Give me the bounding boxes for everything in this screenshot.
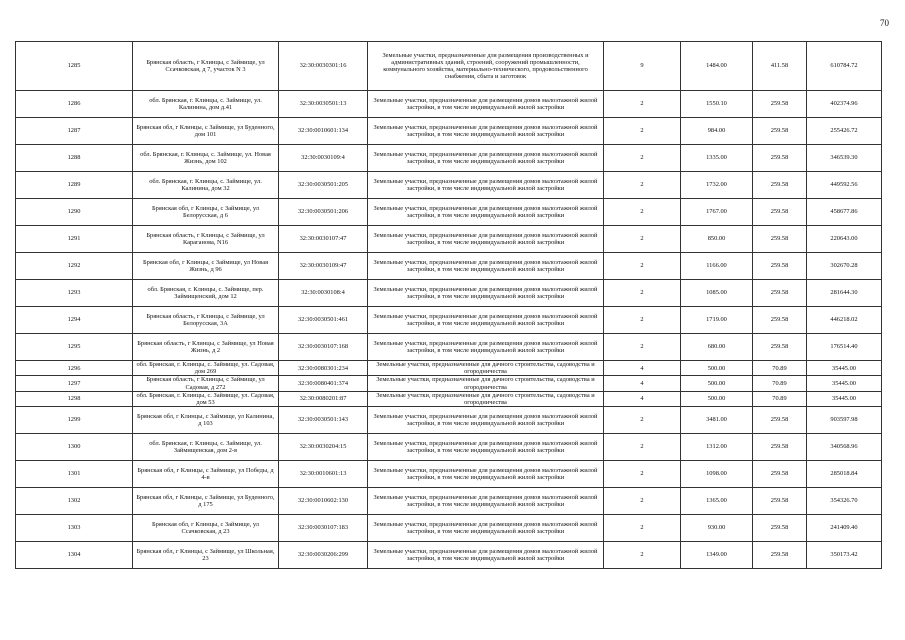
specific-value-cell: 259.58: [753, 307, 807, 334]
cadastral-value-table: [15, 41, 882, 569]
cadastral-value-cell: 241409.40: [807, 515, 882, 542]
cadastral-value-cell: 350173.42: [807, 542, 882, 569]
land-use-cell: Земельные участки, предназначенные для размещения домов малоэтажной жилой застройки, в том числе индивидуальной жилой застройки: [368, 280, 604, 307]
area-cell: 500.00: [681, 376, 753, 391]
group-cell: 4: [604, 376, 681, 391]
address-cell: Брянская область, г Клинцы, с Займище, ул Белорусская, 3А: [133, 307, 279, 334]
cadastral-number-cell: 32:30:0030108:4: [279, 280, 368, 307]
group-cell: 2: [604, 91, 681, 118]
cadastral-number-cell: 32:30:0030501:206: [279, 199, 368, 226]
table-row: [16, 42, 882, 91]
specific-value-cell: 259.58: [753, 226, 807, 253]
table-row: [16, 118, 882, 145]
area-cell: 500.00: [681, 391, 753, 406]
cadastral-value-cell: 285018.84: [807, 461, 882, 488]
cadastral-value-cell: 255426.72: [807, 118, 882, 145]
land-use-cell: Земельные участки, предназначенные для размещения домов малоэтажной жилой застройки, в том числе индивидуальной жилой застройки: [368, 145, 604, 172]
land-use-cell: Земельные участки, предназначенные для размещения домов малоэтажной жилой застройки, в том числе индивидуальной жилой застройки: [368, 542, 604, 569]
group-cell: 2: [604, 515, 681, 542]
table-row: [16, 145, 882, 172]
row-number: 1291: [16, 226, 133, 253]
cadastral-number-cell: 32:30:0030501:143: [279, 407, 368, 434]
area-cell: 1550.10: [681, 91, 753, 118]
specific-value-cell: 259.58: [753, 407, 807, 434]
land-use-cell: Земельные участки, предназначенные для дачного строительства, садоводства и огородничества: [368, 391, 604, 406]
row-number: 1296: [16, 361, 133, 376]
group-cell: 9: [604, 42, 681, 91]
group-cell: 2: [604, 334, 681, 361]
group-cell: 2: [604, 461, 681, 488]
address-cell: Брянская обл, г Клинцы, с Займище, ул Калинина, д 103: [133, 407, 279, 434]
specific-value-cell: 259.58: [753, 515, 807, 542]
area-cell: 930.00: [681, 515, 753, 542]
area-cell: 1767.00: [681, 199, 753, 226]
area-cell: 1098.00: [681, 461, 753, 488]
cadastral-number-cell: 32:30:0030206:299: [279, 542, 368, 569]
row-number: 1290: [16, 199, 133, 226]
address-cell: Брянская обл, г Клинцы, с Займище, ул Новая Жизнь, д 96: [133, 253, 279, 280]
row-number: 1285: [16, 42, 133, 91]
row-number: 1302: [16, 488, 133, 515]
address-cell: Брянская обл, г Клинцы, с Займище, ул Победы, д 4-в: [133, 461, 279, 488]
cadastral-number-cell: 32:30:0010602:130: [279, 488, 368, 515]
group-cell: 2: [604, 542, 681, 569]
address-cell: обл. Брянская, г. Клинцы, с. Займище, пер. Займищенский, дом 12: [133, 280, 279, 307]
table-row: [16, 334, 882, 361]
specific-value-cell: 259.58: [753, 280, 807, 307]
address-cell: Брянская обл, г Клинцы, с Займище, ул Буденного, дом 101: [133, 118, 279, 145]
area-cell: 1335.00: [681, 145, 753, 172]
land-use-cell: Земельные участки, предназначенные для размещения домов малоэтажной жилой застройки, в том числе индивидуальной жилой застройки: [368, 461, 604, 488]
group-cell: 2: [604, 145, 681, 172]
cadastral-number-cell: 32:30:0080401:374: [279, 376, 368, 391]
land-use-cell: Земельные участки, предназначенные для размещения домов малоэтажной жилой застройки, в том числе индивидуальной жилой застройки: [368, 488, 604, 515]
specific-value-cell: 259.58: [753, 172, 807, 199]
row-number: 1301: [16, 461, 133, 488]
area-cell: 1365.00: [681, 488, 753, 515]
group-cell: 2: [604, 172, 681, 199]
group-cell: 4: [604, 361, 681, 376]
row-number: 1289: [16, 172, 133, 199]
area-cell: 1349.00: [681, 542, 753, 569]
specific-value-cell: 259.58: [753, 91, 807, 118]
land-use-cell: Земельные участки, предназначенные для размещения домов малоэтажной жилой застройки, в том числе индивидуальной жилой застройки: [368, 334, 604, 361]
table-row: [16, 226, 882, 253]
table-row: [16, 434, 882, 461]
row-number: 1298: [16, 391, 133, 406]
cadastral-number-cell: 32:30:0030109:47: [279, 253, 368, 280]
group-cell: 2: [604, 253, 681, 280]
row-number: 1304: [16, 542, 133, 569]
specific-value-cell: 70.89: [753, 376, 807, 391]
group-cell: 2: [604, 118, 681, 145]
cadastral-value-cell: 281644.30: [807, 280, 882, 307]
cadastral-number-cell: 32:30:0030107:168: [279, 334, 368, 361]
cadastral-value-cell: 35445.00: [807, 361, 882, 376]
cadastral-value-cell: 35445.00: [807, 391, 882, 406]
cadastral-number-cell: 32:30:0080301:234: [279, 361, 368, 376]
area-cell: 1312.00: [681, 434, 753, 461]
cadastral-value-cell: 449592.56: [807, 172, 882, 199]
cadastral-number-cell: 32:30:0010601:134: [279, 118, 368, 145]
specific-value-cell: 259.58: [753, 253, 807, 280]
specific-value-cell: 70.89: [753, 391, 807, 406]
table-row: [16, 391, 882, 406]
land-use-cell: Земельные участки, предназначенные для размещения домов малоэтажной жилой застройки, в том числе индивидуальной жилой застройки: [368, 118, 604, 145]
table-row: [16, 199, 882, 226]
page-number: 70: [880, 18, 889, 28]
table-row: [16, 361, 882, 376]
table-row: [16, 280, 882, 307]
area-cell: 850.00: [681, 226, 753, 253]
cadastral-number-cell: 32:30:0030109:4: [279, 145, 368, 172]
land-use-cell: Земельные участки, предназначенные для размещения домов малоэтажной жилой застройки, в том числе индивидуальной жилой застройки: [368, 307, 604, 334]
land-use-cell: Земельные участки, предназначенные для дачного строительства, садоводства и огородничества: [368, 376, 604, 391]
land-use-cell: Земельные участки, предназначенные для размещения домов малоэтажной жилой застройки, в том числе индивидуальной жилой застройки: [368, 199, 604, 226]
area-cell: 1085.00: [681, 280, 753, 307]
row-number: 1292: [16, 253, 133, 280]
group-cell: 2: [604, 199, 681, 226]
land-use-cell: Земельные участки, предназначенные для размещения домов малоэтажной жилой застройки, в том числе индивидуальной жилой застройки: [368, 172, 604, 199]
row-number: 1287: [16, 118, 133, 145]
address-cell: Брянская область, г Клинцы, с Займище, ул Караганова, N16: [133, 226, 279, 253]
group-cell: 2: [604, 488, 681, 515]
row-number: 1303: [16, 515, 133, 542]
address-cell: обл. Брянская, г. Клинцы, с. Займище, ул. Займищенская, дом 2-в: [133, 434, 279, 461]
cadastral-number-cell: 32:30:0030501:205: [279, 172, 368, 199]
area-cell: 984.00: [681, 118, 753, 145]
cadastral-number-cell: 32:30:0030301:16: [279, 42, 368, 91]
table-row: [16, 91, 882, 118]
table-row: [16, 307, 882, 334]
land-use-cell: Земельные участки, предназначенные для размещения домов малоэтажной жилой застройки, в том числе индивидуальной жилой застройки: [368, 253, 604, 280]
cadastral-value-cell: 903597.98: [807, 407, 882, 434]
area-cell: 1732.00: [681, 172, 753, 199]
land-use-cell: Земельные участки, предназначенные для размещения домов малоэтажной жилой застройки, в том числе индивидуальной жилой застройки: [368, 226, 604, 253]
cadastral-value-cell: 220643.00: [807, 226, 882, 253]
cadastral-value-cell: 458677.86: [807, 199, 882, 226]
row-number: 1293: [16, 280, 133, 307]
cadastral-number-cell: 32:30:0080201:87: [279, 391, 368, 406]
cadastral-value-cell: 35445.00: [807, 376, 882, 391]
specific-value-cell: 411.58: [753, 42, 807, 91]
table-row: [16, 542, 882, 569]
group-cell: 4: [604, 391, 681, 406]
row-number: 1294: [16, 307, 133, 334]
table-row: [16, 407, 882, 434]
area-cell: 1484.00: [681, 42, 753, 91]
land-use-cell: Земельные участки, предназначенные для дачного строительства, садоводства и огородничества: [368, 361, 604, 376]
cadastral-number-cell: 32:30:0030501:461: [279, 307, 368, 334]
group-cell: 2: [604, 226, 681, 253]
address-cell: Брянская обл, г Клинцы, с Займище, ул Белорусская, д 6: [133, 199, 279, 226]
area-cell: 500.00: [681, 361, 753, 376]
table-row: [16, 172, 882, 199]
cadastral-value-cell: 340568.96: [807, 434, 882, 461]
address-cell: Брянская обл, г Клинцы, с Займище, ул Ссачковская, д 23: [133, 515, 279, 542]
row-number: 1297: [16, 376, 133, 391]
cadastral-number-cell: 32:30:0030501:13: [279, 91, 368, 118]
address-cell: Брянская обл, г Клинцы, с Займище, ул Школьная, 23: [133, 542, 279, 569]
group-cell: 2: [604, 307, 681, 334]
table-row: [16, 488, 882, 515]
area-cell: 1166.00: [681, 253, 753, 280]
cadastral-value-cell: 446218.02: [807, 307, 882, 334]
address-cell: обл. Брянская, г. Клинцы, с. Займище, ул. Садовая, дом 53: [133, 391, 279, 406]
specific-value-cell: 259.58: [753, 145, 807, 172]
cadastral-value-cell: 610784.72: [807, 42, 882, 91]
cadastral-value-cell: 354326.70: [807, 488, 882, 515]
row-number: 1286: [16, 91, 133, 118]
cadastral-number-cell: 32:30:0030107:183: [279, 515, 368, 542]
address-cell: Брянская область, г Клинцы, с Займище, ул Садовая, д 272: [133, 376, 279, 391]
table-row: [16, 253, 882, 280]
specific-value-cell: 259.58: [753, 118, 807, 145]
land-use-cell: Земельные участки, предназначенные для размещения производственных и административных зданий, строений, сооружений промышленности, коммунального хозяйства, материально-технического, продовольственного снабжения, сбыта и заготовок: [368, 42, 604, 91]
group-cell: 2: [604, 407, 681, 434]
table-row: [16, 515, 882, 542]
cadastral-number-cell: 32:30:0030204:15: [279, 434, 368, 461]
cadastral-value-cell: 302670.28: [807, 253, 882, 280]
address-cell: обл. Брянская, г. Клинцы, с. Займище, ул. Садовая, дом 269: [133, 361, 279, 376]
row-number: 1295: [16, 334, 133, 361]
specific-value-cell: 259.58: [753, 334, 807, 361]
table-body: [16, 42, 882, 569]
group-cell: 2: [604, 280, 681, 307]
address-cell: Брянская область, г Клинцы, с Займище, ул Новая Жизнь, д 2: [133, 334, 279, 361]
table-row: [16, 461, 882, 488]
cadastral-value-cell: 402374.96: [807, 91, 882, 118]
specific-value-cell: 259.58: [753, 542, 807, 569]
specific-value-cell: 70.89: [753, 361, 807, 376]
area-cell: 1719.00: [681, 307, 753, 334]
group-cell: 2: [604, 434, 681, 461]
area-cell: 680.00: [681, 334, 753, 361]
specific-value-cell: 259.58: [753, 434, 807, 461]
row-number: 1288: [16, 145, 133, 172]
cadastral-value-cell: 346539.30: [807, 145, 882, 172]
address-cell: Брянская обл, г Клинцы, с Займище, ул Буденного, д 175: [133, 488, 279, 515]
row-number: 1300: [16, 434, 133, 461]
specific-value-cell: 259.58: [753, 488, 807, 515]
table-row: [16, 376, 882, 391]
address-cell: обл. Брянская, г. Клинцы, с. Займище, ул. Калинина, дом 32: [133, 172, 279, 199]
land-use-cell: Земельные участки, предназначенные для размещения домов малоэтажной жилой застройки, в том числе индивидуальной жилой застройки: [368, 434, 604, 461]
land-use-cell: Земельные участки, предназначенные для размещения домов малоэтажной жилой застройки, в том числе индивидуальной жилой застройки: [368, 407, 604, 434]
land-use-cell: Земельные участки, предназначенные для размещения домов малоэтажной жилой застройки, в том числе индивидуальной жилой застройки: [368, 515, 604, 542]
cadastral-number-cell: 32:30:0030107:47: [279, 226, 368, 253]
address-cell: Брянская область, г Клинцы, с Займище, ул Ссачковская, д 7, участок N 3: [133, 42, 279, 91]
address-cell: обл. Брянская, г. Клинцы, с. Займище, ул. Калинина, дом д.41: [133, 91, 279, 118]
area-cell: 3481.00: [681, 407, 753, 434]
land-use-cell: Земельные участки, предназначенные для размещения домов малоэтажной жилой застройки, в том числе индивидуальной жилой застройки: [368, 91, 604, 118]
address-cell: обл. Брянская, г. Клинцы, с. Займище, ул. Новая Жизнь, дом 102: [133, 145, 279, 172]
cadastral-value-cell: 176514.40: [807, 334, 882, 361]
specific-value-cell: 259.58: [753, 461, 807, 488]
row-number: 1299: [16, 407, 133, 434]
cadastral-number-cell: 32:30:0010601:13: [279, 461, 368, 488]
specific-value-cell: 259.58: [753, 199, 807, 226]
